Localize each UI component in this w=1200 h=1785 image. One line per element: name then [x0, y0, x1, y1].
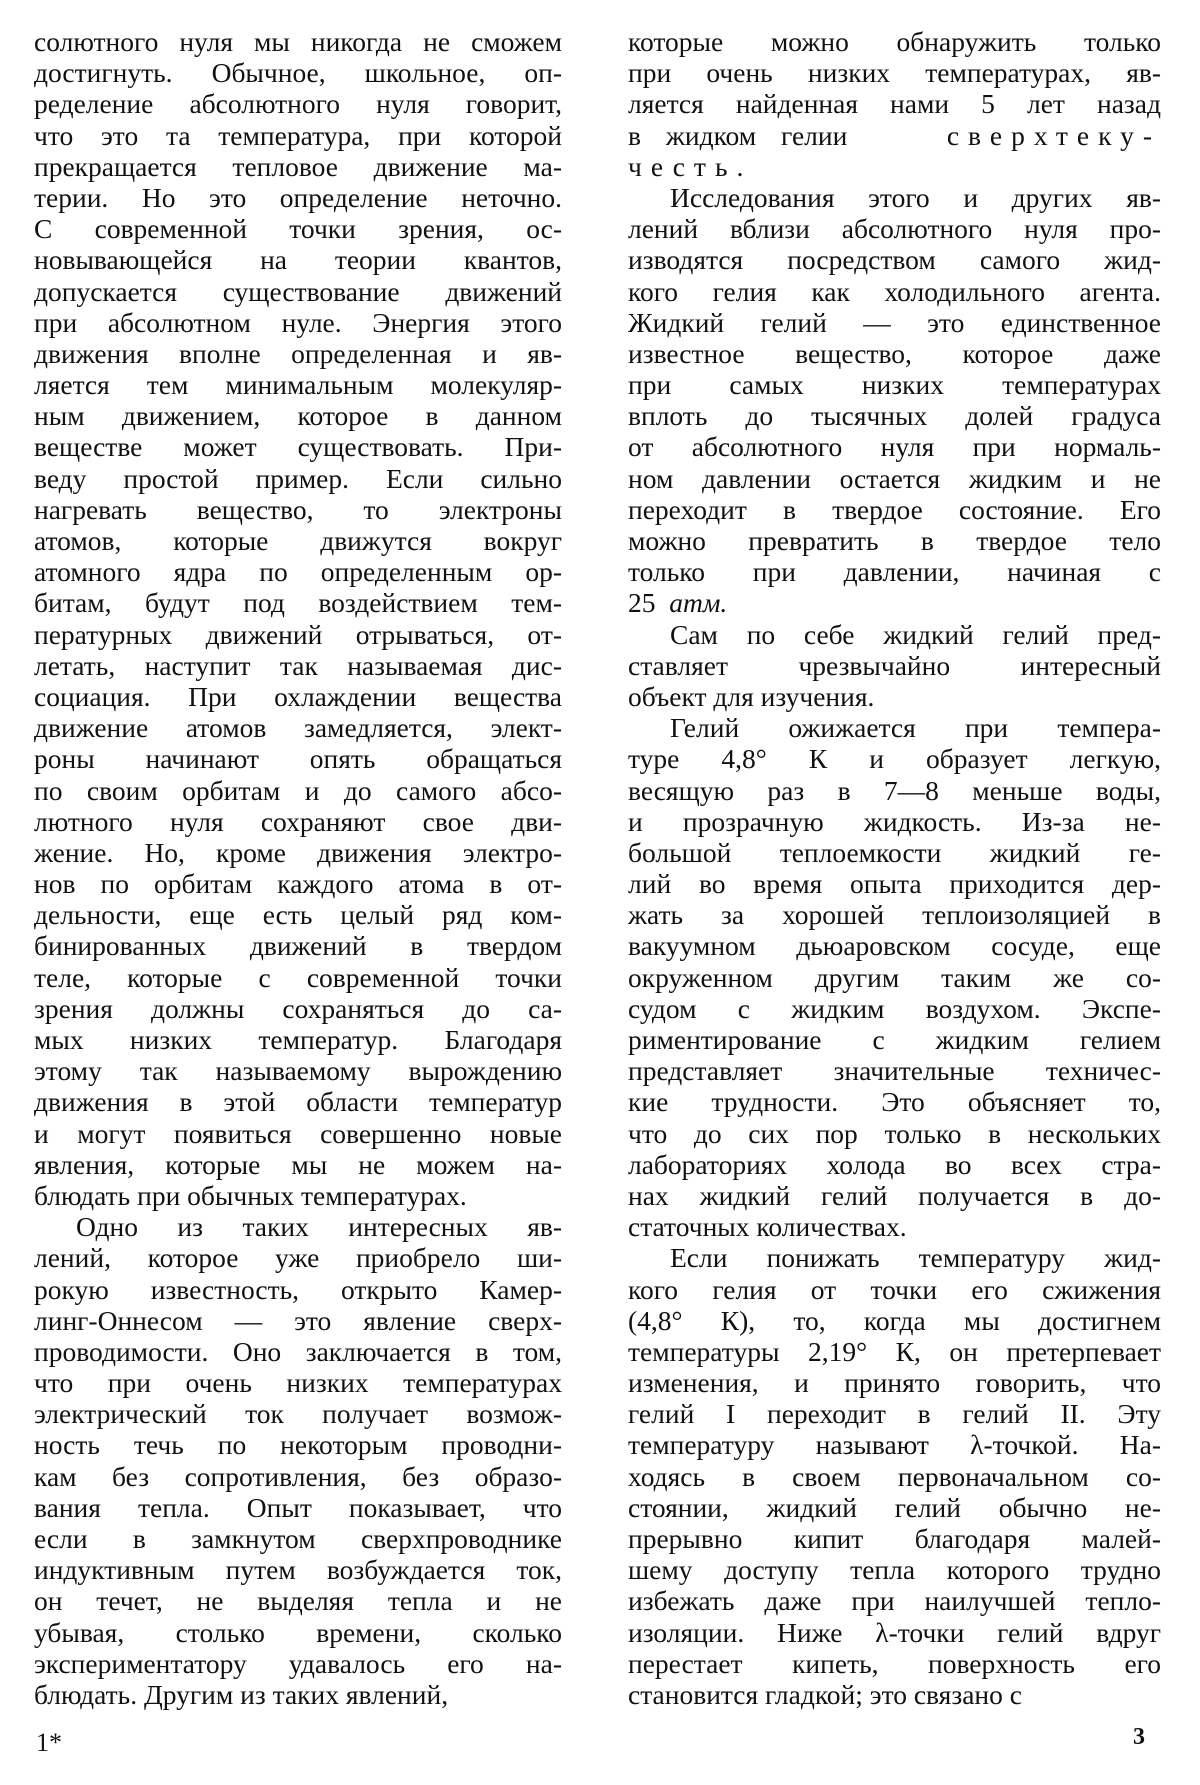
text-line: экспериментатору удавалось его на- [34, 1647, 562, 1679]
text-line: вплоть до тысячных долей градуса [628, 400, 1161, 432]
text-line: объект для изучения. [628, 680, 875, 712]
text-line: если в замкнутом сверхпроводнике [34, 1523, 562, 1554]
text-line: мых низких температур. Благодаря [34, 1024, 562, 1055]
text-line: движения вполне определенная и яв- [34, 337, 562, 369]
emphasized-term: честь. [628, 150, 753, 182]
text-line: при очень низких температурах, яв- [628, 57, 1161, 89]
text-line: жение. Но, кроме движения электро- [34, 836, 562, 868]
text-line: солютного нуля мы никогда не сможем [34, 26, 562, 57]
text-line: ходясь в своем первоначальном со- [628, 1460, 1161, 1492]
text-line: можно превратить в твердое тело [628, 525, 1161, 556]
text-line: новывающейся на теории квантов, [34, 244, 562, 276]
text-line: атомного ядра по определенным ор- [34, 556, 562, 588]
left-text-column [34, 26, 562, 1710]
text-line: лений, которое уже приобрело ши- [34, 1242, 562, 1274]
unit-label: атм. [669, 587, 728, 619]
text-line: температуры 2,19° К, он претерпевает [628, 1335, 1161, 1367]
text-line: блюдать. Другим из таких явлений, [34, 1678, 449, 1710]
text-line: линг-Оннесом — это явление сверх- [34, 1304, 562, 1336]
text-line: лабораториях холода во всех стра- [628, 1148, 1161, 1180]
text-line [628, 120, 1161, 151]
text-line: (4,8° К), то, когда мы достигнем [628, 1304, 1161, 1336]
emphasized-term: сверхтеку- [946, 119, 1161, 151]
text-line: известное вещество, которое даже [628, 337, 1161, 369]
text-line: кого гелия от точки его сжижения [628, 1273, 1161, 1305]
text-line [628, 151, 1161, 182]
text-line: блюдать при обычных температурах. [34, 1179, 467, 1211]
text-line: бинированных движений в твердом [34, 930, 562, 962]
text-line: риментирование с жидким гелием [628, 1024, 1161, 1055]
text-line: социация. При охлаждении вещества [34, 680, 562, 712]
text-line: при абсолютном нуле. Энергия этого [34, 306, 562, 338]
text-line: ляется тем минимальным молекуляр- [34, 369, 562, 401]
text-line: движения в этой области температур [34, 1086, 562, 1118]
text-line: летать, наступит так называемая дис- [34, 649, 562, 681]
text-line: становится гладкой; это связано с [628, 1678, 1022, 1710]
text-line: лютного нуля сохраняют свое дви- [34, 805, 562, 837]
text-line: при самых низких температурах [628, 369, 1161, 401]
text-line: движение атомов замедляется, элект- [34, 712, 562, 744]
text-line: лий во время опыта приходится дер- [628, 868, 1161, 900]
text-line: шему доступу тепла которого трудно [628, 1554, 1161, 1586]
text-line: температуру называют λ-точкой. На- [628, 1429, 1161, 1461]
text-line: кие трудности. Это объясняет то, [628, 1086, 1161, 1118]
text-line: Исследования этого и других яв- [670, 181, 1161, 213]
text-line: битам, будут под воздействием тем- [34, 587, 562, 619]
text-line: прерывно кипит благодаря малей- [628, 1523, 1161, 1554]
text-line: перестает кипеть, поверхность его [628, 1647, 1161, 1679]
text-line: ляется найденная нами 5 лет назад [628, 88, 1161, 120]
text-line: судом с жидким воздухом. Экспе- [628, 992, 1161, 1024]
text-line: роны начинают опять обращаться [34, 743, 562, 775]
text-line: представляет значительные техничес- [628, 1055, 1161, 1087]
text-line: лений вблизи абсолютного нуля про- [628, 213, 1161, 245]
text-line: изводятся посредством самого жид- [628, 244, 1161, 276]
text-line: избежать даже при наилучшей тепло- [628, 1585, 1161, 1617]
text-line: индуктивным путем возбуждается ток, [34, 1554, 562, 1586]
signature-mark: 1* [36, 1728, 62, 1757]
text-line: атомов, которые движутся вокруг [34, 525, 562, 556]
text-line: что это та температура, при которой [34, 119, 562, 151]
text-line: Жидкий гелий — это единственное [628, 306, 1161, 338]
text-line: электрический ток получает возмож- [34, 1398, 562, 1430]
text-line: по своим орбитам и до самого абсо- [34, 774, 562, 806]
text-line: терии. Но это определение неточно. [34, 181, 562, 213]
text-line: Гелий ожижается при темпера- [670, 712, 1161, 744]
text-line: зрения должны сохраняться до са- [34, 992, 562, 1024]
text-line: от абсолютного нуля при нормаль- [628, 431, 1161, 463]
page-number: 3 [1133, 1724, 1145, 1750]
text-line: ность течь по некоторым проводни- [34, 1429, 562, 1461]
text-line: кам без сопротивления, без образо- [34, 1460, 562, 1492]
text-line: Одно из таких интересных яв- [76, 1211, 562, 1243]
text-line: что при очень низких температурах [34, 1367, 562, 1399]
text-line: окруженном другим таким же со- [628, 961, 1161, 993]
text-line: пературных движений отрываться, от- [34, 618, 562, 650]
text-line: Если понижать температуру жид- [670, 1242, 1161, 1274]
text-line: дельности, еще есть целый ряд ком- [34, 899, 562, 931]
text-fragment: 25 [628, 587, 656, 619]
text-line: стоянии, жидкий гелий обычно не- [628, 1491, 1161, 1523]
text-line: этому так называемому вырождению [34, 1055, 562, 1087]
text-line: достигнуть. Обычное, школьное, оп- [34, 57, 562, 89]
text-line: Сам по себе жидкий гелий пред- [670, 618, 1161, 650]
text-line: статочных количествах. [628, 1211, 907, 1243]
text-line: С современной точки зрения, ос- [34, 213, 562, 245]
text-line: он течет, не выделяя тепла и не [34, 1585, 562, 1617]
text-line: веду простой пример. Если сильно [34, 462, 562, 494]
text-line: веществе может существовать. При- [34, 431, 562, 463]
text-line: кого гелия как холодильного агента. [628, 275, 1161, 307]
text-line: рокую известность, открыто Камер- [34, 1273, 562, 1305]
text-line: которые можно обнаружить только [628, 26, 1161, 57]
text-line [628, 587, 1161, 618]
text-line: вакуумном дьюаровском сосуде, еще [628, 930, 1161, 962]
text-line: теле, которые с современной точки [34, 961, 562, 993]
text-line: изменения, и принято говорить, что [628, 1367, 1161, 1399]
text-line: проводимости. Оно заключается в том, [34, 1335, 562, 1367]
text-line: жать за хорошей теплоизоляцией в [628, 899, 1161, 931]
text-line: ределение абсолютного нуля говорит, [34, 88, 562, 120]
text-line: ном давлении остается жидким и не [628, 462, 1161, 494]
text-fragment: в жидком гелии [628, 119, 848, 151]
text-line: весящую раз в 7—8 меньше воды, [628, 774, 1161, 806]
text-line: вания тепла. Опыт показывает, что [34, 1491, 562, 1523]
text-line: туре 4,8° К и образует легкую, [628, 743, 1161, 775]
text-line: нов по орбитам каждого атома в от- [34, 868, 562, 900]
text-line: убывая, столько времени, сколько [34, 1616, 562, 1648]
text-line: нах жидкий гелий получается в до- [628, 1179, 1161, 1211]
text-line: изоляции. Ниже λ-точки гелий вдруг [628, 1616, 1161, 1648]
text-line: и прозрачную жидкость. Из-за не- [628, 805, 1161, 837]
text-line: что до сих пор только в нескольких [628, 1117, 1161, 1149]
right-text-column [628, 26, 1161, 1710]
text-line: гелий I переходит в гелий II. Эту [628, 1398, 1161, 1430]
text-line: ставляет чрезвычайно интересный [628, 649, 1161, 681]
text-line: прекращается тепловое движение ма- [34, 150, 562, 182]
text-line: явления, которые мы не можем на- [34, 1148, 562, 1180]
text-line: переходит в твердое состояние. Его [628, 493, 1161, 525]
text-line: и могут появиться совершенно новые [34, 1117, 562, 1149]
text-line: допускается существование движений [34, 275, 562, 307]
text-line: только при давлении, начиная с [628, 556, 1161, 588]
text-line: нагревать вещество, то электроны [34, 493, 562, 525]
text-line: большой теплоемкости жидкий ге- [628, 836, 1161, 868]
text-line: ным движением, которое в данном [34, 400, 562, 432]
